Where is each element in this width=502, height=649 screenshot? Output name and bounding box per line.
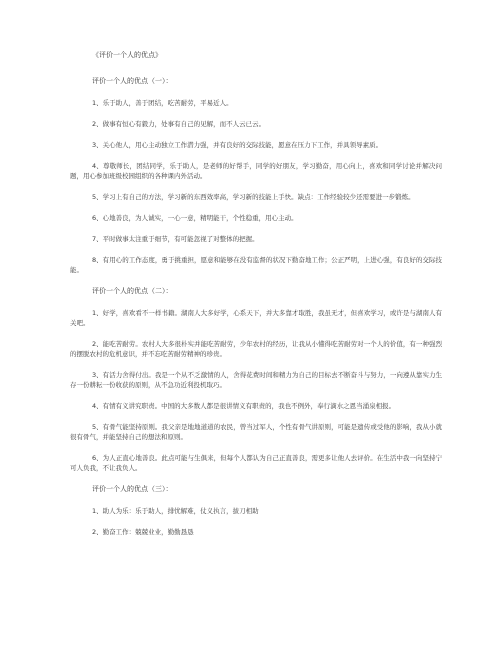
section-heading: 评价一个人的优点（二）：: [92, 287, 173, 295]
paragraph: 2、勤奋工作：兢兢业业，勤勤恳恳: [92, 528, 194, 536]
paragraph: 2、做事有恒心有毅力，处事有自己的见解，而不人云已云。: [92, 120, 266, 128]
paragraph: 3、有活力舍得付出。我是一个从不乏激情的人，舍得花费时间和精力为自己的目标去不断奋斗与努力，一向遵从靠实力生存一份耕耘一份收获的原则，从不急功近利投机取巧。: [70, 371, 442, 389]
paragraph: 4、有情有义讲究职责。中国的大多数人都是很讲情义有职责的，我也不例外，奉行滴水之恩当涌泉相报。: [92, 402, 396, 410]
paragraph: 5、有骨气能坚持原则。我父亲是地地道道的农民，曾当过军人，个性有骨气讲原则，可能是遗传或受他的影响，我从小就很有骨气，并能坚持自己的想法和原则。: [70, 423, 442, 441]
paragraph: 1、助人为乐：乐于助人，排忧解难，仗义执言，拔刀相助: [92, 507, 259, 515]
paragraph: 7、平时做事太注重于细节，有可能忽视了对整体的把握。: [92, 235, 259, 243]
document-title: 《评价一个人的优点》: [92, 51, 162, 59]
section-3: [70, 484, 442, 537]
section-2: [70, 286, 442, 473]
section-heading: 评价一个人的优点（一）：: [92, 77, 173, 85]
paragraph: 6、心地善良，为人诚实，一心一意，精明能干，个性稳重，用心主动。: [92, 214, 298, 222]
paragraph: 4、尊敬师长，团结同学，乐于助人，是老师的好帮手，同学的好朋友，学习勤奋，用心向上，喜欢和同学讨论并解决问题，用心参加班级校园组织的各种课内外活动。: [70, 162, 442, 180]
section-heading: 评价一个人的优点（三）：: [92, 485, 173, 493]
paragraph: 5、学习上有自己的方法，学习新的东西效率高，学习新的技能上手快。缺点：工作经验较少还需要进一步锻炼。: [92, 193, 415, 201]
paragraph: 6、为人正直心地善良。此点可能与生俱来，但每个人都认为自己正直善良，需更多让他人去评价。在生活中我一向坚持宁可人负我，不让我负人。: [70, 454, 442, 472]
paragraph: 1、乐于助人，善于团结，吃苦耐劳，平易近人。: [92, 99, 233, 107]
paragraph: 8、有用心的工作态度，勇于挑重担，愿意和能够在没有监督的状况下勤奋地工作；公正严明，上进心强，有良好的交际技能。: [70, 256, 442, 274]
paragraph: 2、能吃苦耐劳。农村人大多很朴实并能吃苦耐劳，少年农村的经历，让我从小懂得吃苦耐劳对一个人的价值，有一种强烈的摆脱农村的危机意识，并不忘吃苦耐劳精神的珍贵。: [70, 340, 442, 358]
paragraph: 3、关心他人，用心主动独立工作潜力强，并有良好的交际技能，愿意在压力下工作，并具领导素质。: [92, 141, 383, 149]
section-1: [70, 76, 442, 275]
paragraph: 1、好学，喜欢看不一样书籍。湖南人大多好学，心系天下，并大多靠才取胜，我虽无才，但喜欢学习，或许是与湖南人有关吧。: [70, 309, 442, 327]
